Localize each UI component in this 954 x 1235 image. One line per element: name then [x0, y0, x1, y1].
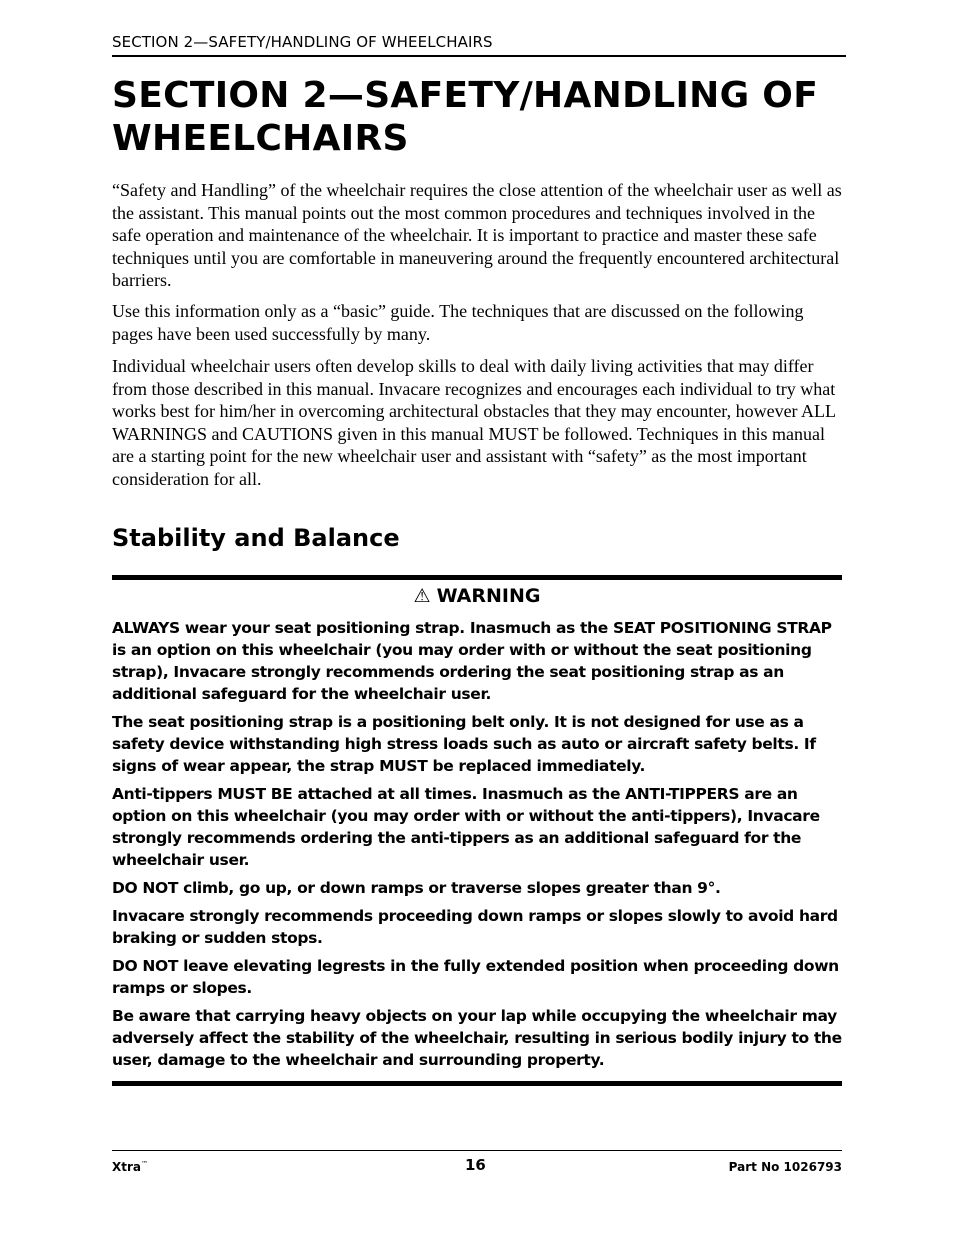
running-header: SECTION 2—SAFETY/HANDLING OF WHEELCHAIRS — [112, 33, 493, 51]
warning-bottom-rule — [112, 1081, 842, 1086]
header-rule — [112, 55, 846, 57]
warning-top-rule — [112, 575, 842, 580]
footer-rule — [112, 1150, 842, 1151]
intro-paragraph-2: Use this information only as a “basic” guide. The techniques that are discussed on the following pages have been used successfully by many. — [112, 301, 804, 344]
warning-item: Be aware that carrying heavy objects on your lap while occupying the wheelchair may adversely affect the stability of the wheelchair, resulting in serious bodily injury to the user, damage to the wheelchair and surrounding property. — [112, 1007, 842, 1069]
subsection-title: Stability and Balance — [112, 524, 400, 552]
intro-paragraph-1: “Safety and Handling” of the wheelchair requires the close attention of the wheelchair user as well as the assistant. This manual points out the most common procedures and techniques involved in the safe operation and maintenance of the wheelchair. It is important to practice and master these safe techniques until you are comfortable in maneuvering around the frequently encountered architectural barriers. — [112, 180, 842, 290]
warning-item: ALWAYS wear your seat positioning strap. Inasmuch as the SEAT POSITIONING STRAP is an option on this wheelchair (you may order with or without the seat positioning strap), Invacare strongly recommends ordering the seat positioning strap as an additional safeguard for the wheelchair user. — [112, 619, 832, 703]
part-number: Part No 1026793 — [728, 1160, 842, 1174]
warning-list — [112, 617, 842, 1077]
warning-triangle-icon: ⚠ — [413, 585, 431, 607]
footer-product-name: Xtra — [112, 1160, 142, 1174]
warning-heading — [112, 585, 842, 607]
warning-item: Anti-tippers MUST BE attached at all times. Inasmuch as the ANTI-TIPPERS are an option on this wheelchair (you may order with or without the anti-tippers), Invacare strongly recommends ordering the anti-tippers as an additional safeguard for the wheelchair user. — [112, 785, 820, 869]
footer-product — [112, 1160, 148, 1174]
warning-item: DO NOT climb, go up, or down ramps or traverse slopes greater than 9°. — [112, 879, 721, 897]
warning-heading-label: WARNING — [436, 585, 541, 607]
warning-item: The seat positioning strap is a positioning belt only. It is not designed for use as a safety device withstanding high stress loads such as auto or aircraft safety belts. If signs of wear appear, the strap MUST be replaced immediately. — [112, 713, 816, 775]
section-title: SECTION 2—SAFETY/HANDLING OF WHEELCHAIRS — [112, 75, 819, 159]
warning-item: DO NOT leave elevating legrests in the fully extended position when proceeding down ramps or slopes. — [112, 957, 839, 997]
warning-item: Invacare strongly recommends proceeding down ramps or slopes slowly to avoid hard braking or sudden stops. — [112, 907, 838, 947]
trademark-symbol: ™ — [141, 1160, 149, 1168]
intro-paragraph-3: Individual wheelchair users often develop skills to deal with daily living activities that may differ from those described in this manual. Invacare recognizes and encourages each individual to try what works best for him/her in overcoming architectural obstacles that they may encounter, however ALL WARNINGS and CAUTIONS given in this manual MUST be followed. Techniques in this manual are a starting point for the new wheelchair user and assistant with “safety” as the most important consideration for all. — [112, 356, 836, 489]
page-number: 16 — [465, 1156, 486, 1174]
